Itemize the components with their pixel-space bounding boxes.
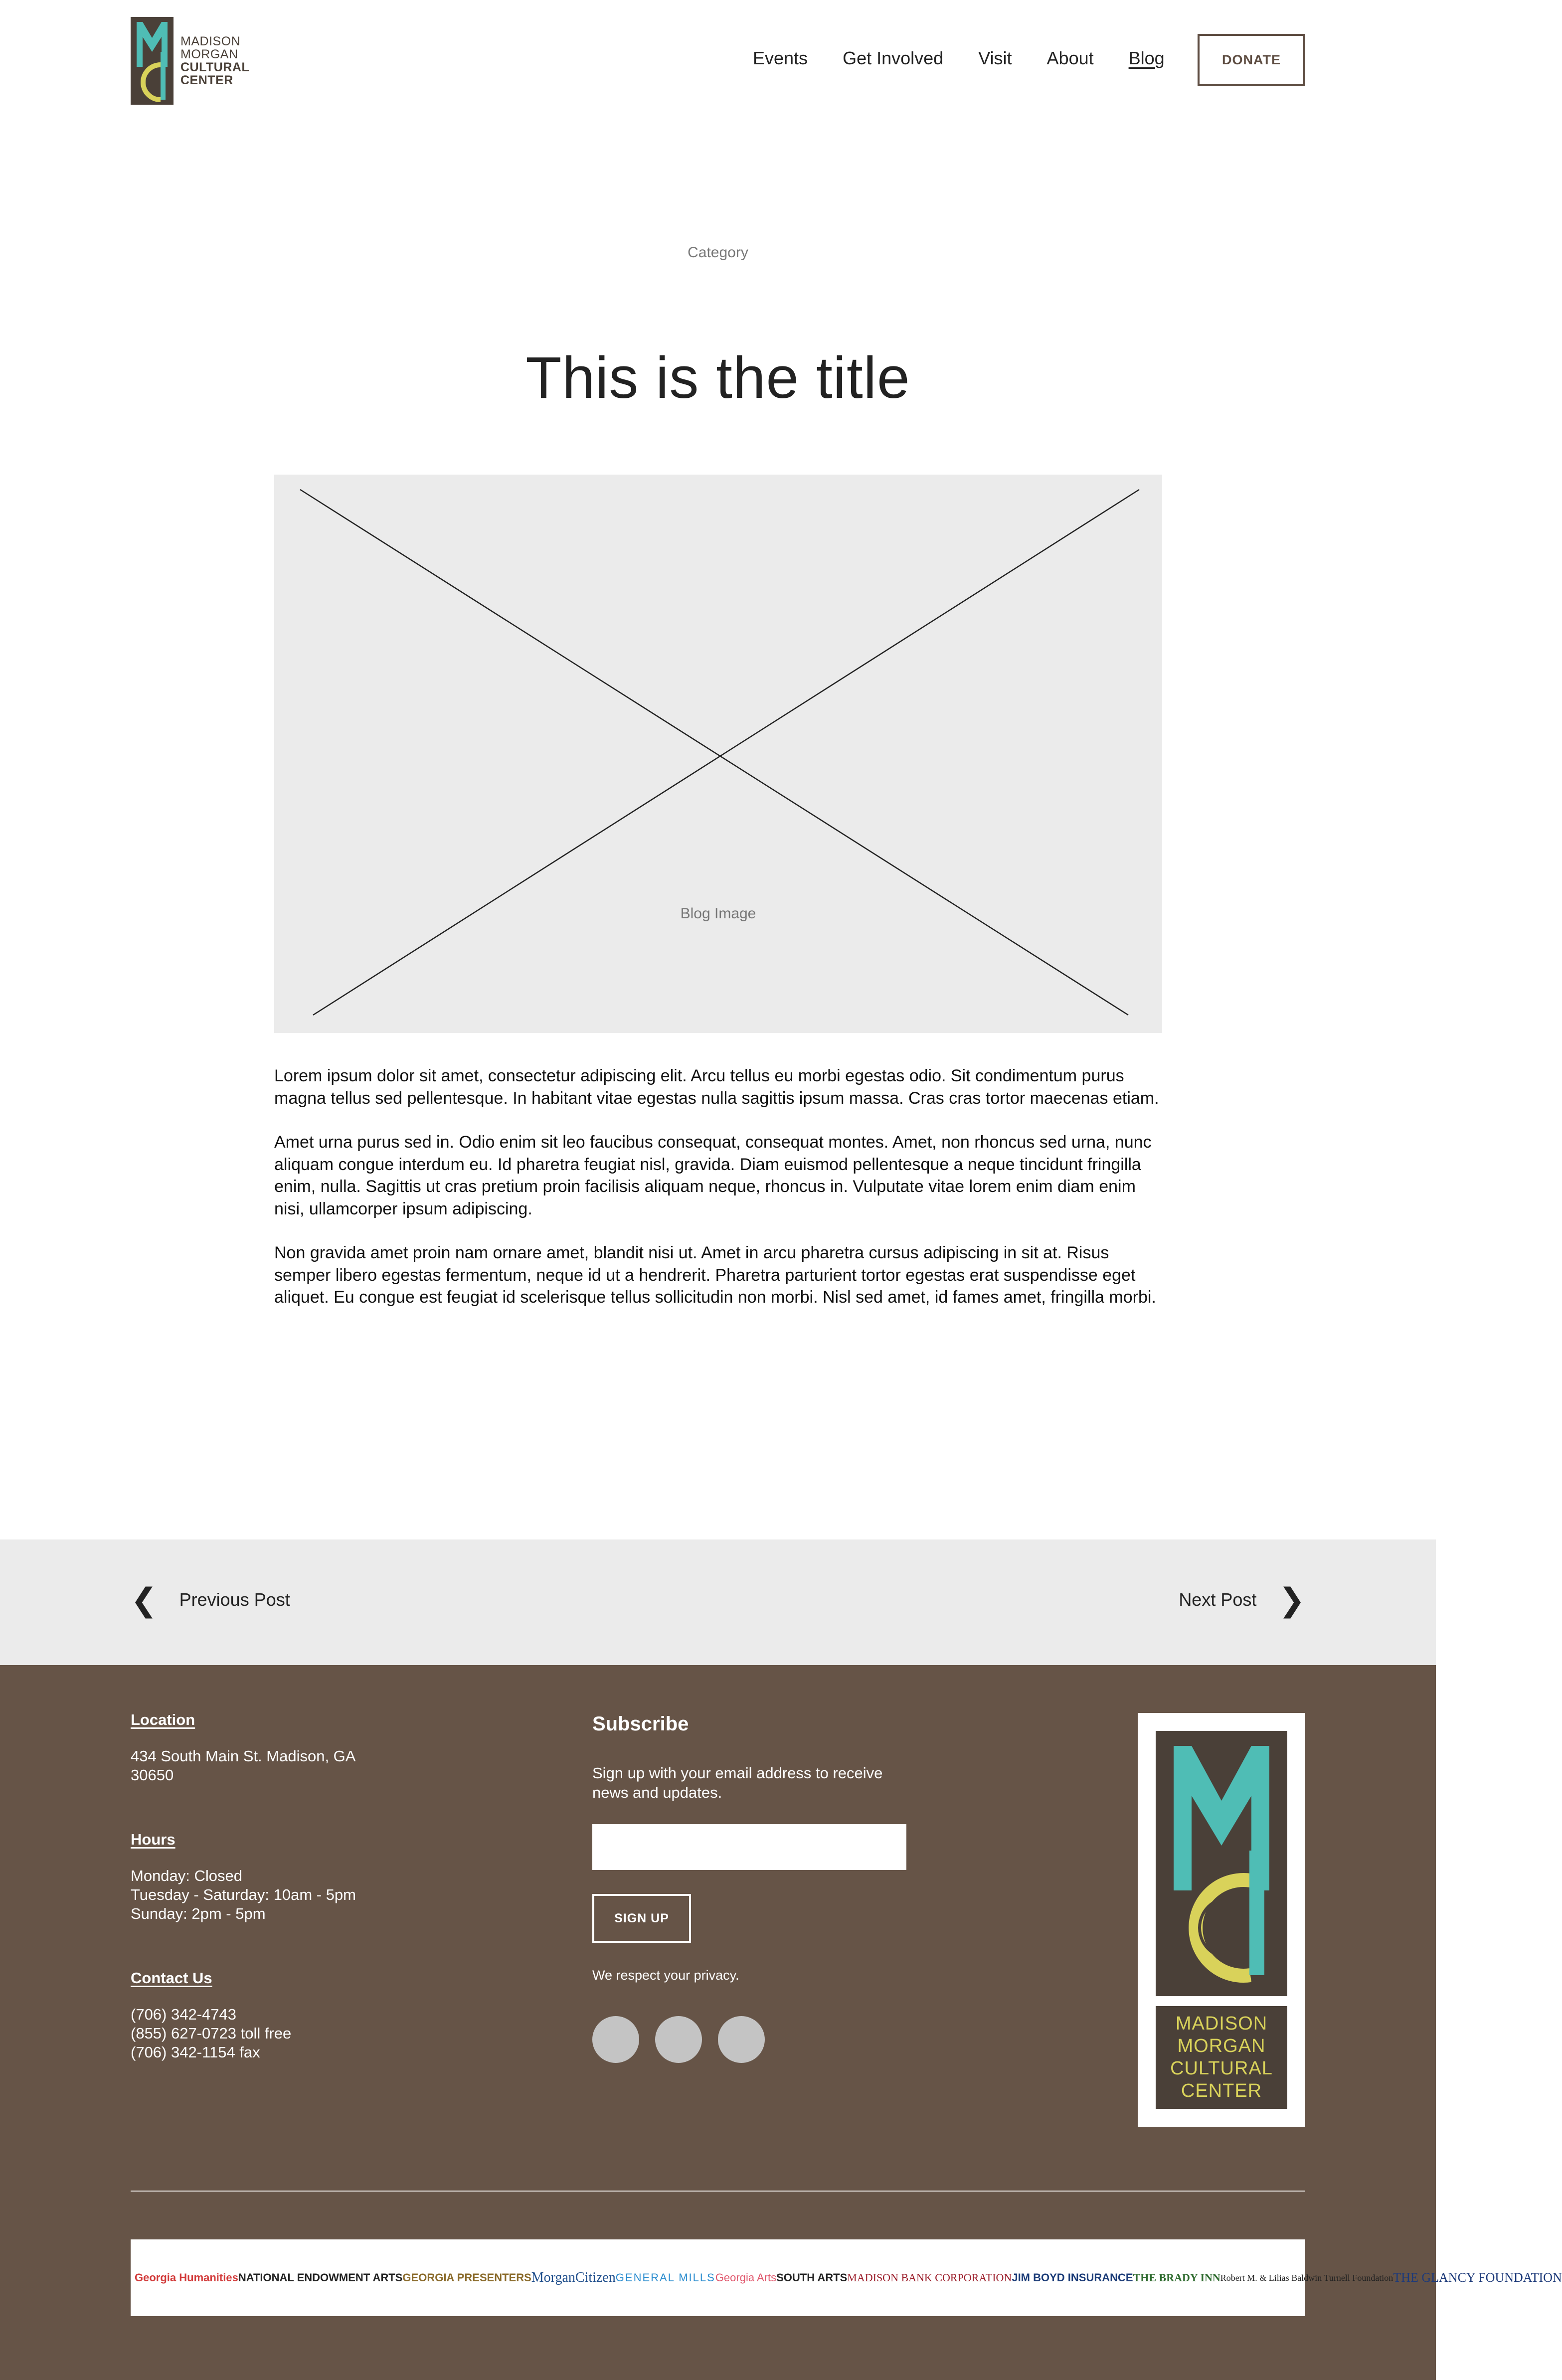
post-navigation bbox=[0, 1539, 1436, 1665]
contact-heading[interactable]: Contact Us bbox=[131, 1969, 212, 1987]
location-line: 434 South Main St. Madison, GA bbox=[131, 1747, 356, 1765]
logo-wordmark bbox=[180, 35, 249, 87]
footer-logo-line: MORGAN bbox=[1177, 2036, 1266, 2056]
social-icon[interactable] bbox=[592, 2016, 639, 2063]
contact-line: (855) 627-0723 toll free bbox=[131, 2025, 292, 2042]
post-title: This is the title bbox=[525, 345, 910, 411]
main-nav bbox=[753, 48, 1165, 69]
sponsor-logo: NATIONAL ENDOWMENT ARTS bbox=[238, 2271, 403, 2284]
contact-line: (706) 342-4743 bbox=[131, 2006, 236, 2023]
email-field[interactable] bbox=[592, 1824, 906, 1870]
mmcc-logo-icon bbox=[131, 17, 174, 105]
post-paragraph: Amet urna purus sed in. Odio enim sit leo faucibus consequat, consequat montes. Amet, non rhoncus sed urna, nunc aliquam congue interdum eu. Id pharetra feugiat nisl, gravida. Diam euismod pellentesque a neque tincidunt fringilla enim, nulla. Sagittis ut cras pretium proin facilisis aliquam neque, rhoncus in. Vulputate vitae lorem enim diam enim nisi, ullamcorper ipsum adipiscing. bbox=[274, 1133, 1152, 1218]
footer-logo-line: MADISON bbox=[1175, 2013, 1268, 2034]
footer-divider bbox=[131, 2191, 1305, 2192]
chevron-right-icon: ❯ bbox=[1278, 1582, 1305, 1618]
hours-line: Tuesday - Saturday: 10am - 5pm bbox=[131, 1886, 356, 1903]
nav-events[interactable]: Events bbox=[753, 48, 808, 68]
footer-subscribe bbox=[592, 1713, 911, 2063]
location-line: 30650 bbox=[131, 1766, 174, 1784]
nav-visit[interactable]: Visit bbox=[978, 48, 1012, 68]
blog-image-label: Blog Image bbox=[680, 905, 756, 922]
sponsor-logo: SOUTH ARTS bbox=[776, 2271, 848, 2284]
logo-line: CULTURAL bbox=[180, 60, 250, 74]
sponsor-logo: Robert M. & Lilias Baldwin Turnell Foundation bbox=[1220, 2273, 1393, 2283]
site-header bbox=[0, 0, 1436, 120]
sponsor-logo: JIM BOYD INSURANCE bbox=[1012, 2271, 1133, 2284]
site-logo[interactable] bbox=[131, 17, 249, 105]
logo-line: CENTER bbox=[180, 73, 233, 87]
blog-image-placeholder bbox=[274, 475, 1162, 1033]
post-paragraph: Lorem ipsum dolor sit amet, consectetur adipiscing elit. Arcu tellus eu morbi egestas odio. Sit condimentum purus magna tellus sed pellentesque. In habitant vitae egestas nulla sagittis ipsum massa. Cras cras tortor maecenas etiam. bbox=[274, 1066, 1159, 1108]
hours-heading[interactable]: Hours bbox=[131, 1831, 175, 1848]
nav-about[interactable]: About bbox=[1046, 48, 1094, 68]
sponsor-logo: Georgia Arts bbox=[715, 2271, 777, 2284]
previous-post-label: Previous Post bbox=[179, 1589, 290, 1610]
contact-line: (706) 342-1154 fax bbox=[131, 2043, 260, 2061]
subscribe-text: Sign up with your email address to receive news and updates. bbox=[592, 1764, 883, 1801]
logo-line: MORGAN bbox=[180, 47, 238, 61]
footer-contact bbox=[131, 1969, 430, 2062]
post-paragraph: Non gravida amet proin nam ornare amet, blandit nisi ut. Amet in arcu pharetra cursus adipiscing in sit at. Risus semper libero egestas fermentum, neque id ut a hendrerit. Pharetra parturient tortor egestas erat suspendisse eget aliquet. Eu congue est feugiat id scelerisque tellus sollicitudin non morbi. Nisl sed amet, id fames amet, fringilla morbi. bbox=[274, 1243, 1156, 1307]
sponsor-strip bbox=[131, 2239, 1562, 2316]
chevron-left-icon: ❮ bbox=[131, 1582, 158, 1618]
footer-logo-line: CENTER bbox=[1181, 2080, 1262, 2101]
next-post-label: Next Post bbox=[1179, 1589, 1257, 1610]
hours-line: Monday: Closed bbox=[131, 1867, 243, 1884]
sign-up-button[interactable]: SIGN UP bbox=[592, 1894, 691, 1943]
privacy-note: We respect your privacy. bbox=[592, 1968, 739, 1983]
post-category[interactable]: Category bbox=[688, 244, 748, 261]
social-icon[interactable] bbox=[718, 2016, 765, 2063]
nav-get-involved[interactable]: Get Involved bbox=[843, 48, 944, 68]
social-icon[interactable] bbox=[655, 2016, 702, 2063]
location-heading[interactable]: Location bbox=[131, 1711, 195, 1728]
sponsor-logo: GENERAL MILLS bbox=[615, 2271, 715, 2284]
sponsor-logo: THE BRADY INN bbox=[1133, 2271, 1220, 2284]
sponsor-logo: GEORGIA PRESENTERS bbox=[402, 2271, 531, 2284]
social-links bbox=[592, 2016, 911, 2063]
sponsor-logo: MADISON BANK CORPORATION bbox=[847, 2271, 1012, 2284]
sponsor-logo: Georgia Humanities bbox=[135, 2271, 238, 2284]
footer-hours bbox=[131, 1831, 430, 1923]
post-body bbox=[274, 1065, 1162, 1331]
sponsor-logo: THE GLANCY FOUNDATION bbox=[1393, 2270, 1562, 2285]
placeholder-cross-icon bbox=[274, 475, 1162, 1033]
mmcc-monogram-icon bbox=[1156, 1731, 1287, 1996]
footer-location bbox=[131, 1711, 430, 1785]
next-post-link[interactable] bbox=[1179, 1582, 1305, 1618]
donate-button[interactable]: DONATE bbox=[1198, 34, 1305, 86]
footer-info bbox=[131, 1711, 430, 2108]
subscribe-title: Subscribe bbox=[592, 1713, 689, 1735]
logo-line: MADISON bbox=[180, 34, 241, 48]
footer-logo-wordmark bbox=[1156, 2006, 1287, 2109]
footer-logo-line: CULTURAL bbox=[1170, 2058, 1273, 2079]
footer-logo bbox=[1138, 1713, 1305, 2127]
hours-line: Sunday: 2pm - 5pm bbox=[131, 1905, 266, 1922]
nav-blog[interactable]: Blog bbox=[1128, 48, 1165, 68]
previous-post-link[interactable] bbox=[131, 1582, 290, 1618]
sponsor-logo: MorganCitizen bbox=[531, 2270, 616, 2285]
site-footer bbox=[0, 1665, 1562, 2380]
